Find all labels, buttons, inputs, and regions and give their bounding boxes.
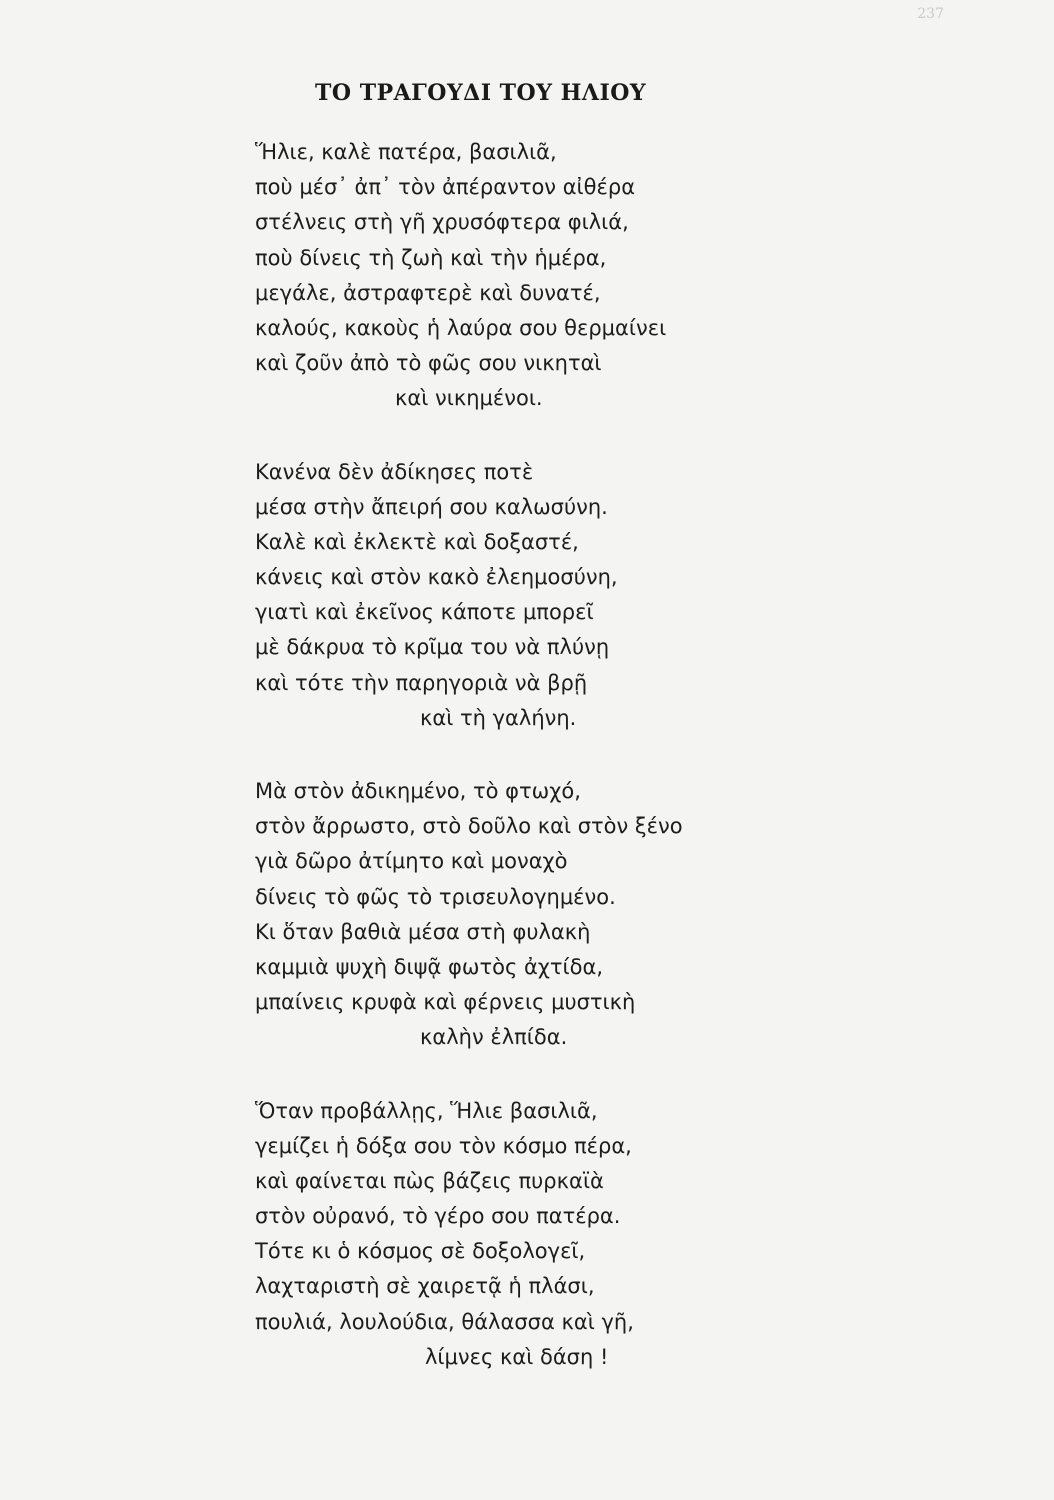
poem-line: γιὰ δῶρο ἀτίμητο καὶ μοναχὸ — [255, 849, 568, 874]
poem-line: στὸν ἄρρωστο, στὸ δοῦλο καὶ στὸν ξένο — [255, 814, 683, 839]
poem-line: δίνεις τὸ φῶς τὸ τρισευλογημένο. — [255, 884, 616, 909]
poem-line: μεγάλε, ἀστραφτερὲ καὶ δυνατέ, — [255, 280, 601, 305]
poem-line: Μὰ στὸν ἀδικημένο, τὸ φτωχό, — [255, 779, 581, 803]
stanza-1 — [255, 135, 775, 417]
poem-line: Τότε κι ὁ κόσμος σὲ δοξολογεῖ, — [255, 1239, 586, 1264]
stanza-4 — [255, 1094, 775, 1376]
poem-line-refrain: καὶ νικημένοι. — [395, 386, 543, 411]
poem-line-refrain: λίμνες καὶ δάση ! — [425, 1344, 609, 1369]
poem-line: στὸν οὐρανό, τὸ γέρο σου πατέρα. — [255, 1204, 621, 1229]
poem-line: Κανένα δὲν ἀδίκησες ποτὲ — [255, 459, 534, 484]
poem-line-refrain: καὶ τὴ γαλήνη. — [420, 705, 577, 730]
poem-line: ποὺ δίνεις τὴ ζωὴ καὶ τὴν ἡμέρα, — [255, 245, 607, 270]
poem-line: Καλὲ καὶ ἐκλεκτὲ καὶ δοξαστέ, — [255, 529, 579, 554]
stanza-2 — [255, 455, 775, 737]
poem-line: Ἥλιε, καλὲ πατέρα, βασιλιᾶ, — [255, 140, 557, 164]
poem-body — [255, 135, 775, 1413]
poem-line: ποὺ μέσ᾿ ἀπ᾿ τὸν ἀπέραντον αἰθέρα — [255, 175, 636, 200]
poem-line: μὲ δάκρυα τὸ κρῖμα του νὰ πλύνῃ — [255, 635, 610, 660]
poem-line: γεμίζει ἡ δόξα σου τὸν κόσμο πέρα, — [255, 1133, 632, 1158]
poem-line: Ὅταν προβάλλῃς, Ἥλιε βασιλιᾶ, — [255, 1098, 598, 1123]
poem-line: πουλιά, λουλούδια, θάλασσα καὶ γῆ, — [255, 1309, 634, 1334]
poem-line: καμμιὰ ψυχὴ διψᾷ φωτὸς ἀχτίδα, — [255, 954, 604, 979]
poem-line: μέσα στὴν ἄπειρή σου καλωσύνη. — [255, 494, 608, 519]
page-number: 237 — [917, 6, 944, 22]
poem-line: Κι ὅταν βαθιὰ μέσα στὴ φυλακὴ — [255, 919, 591, 944]
poem-line: μπαίνεις κρυφὰ καὶ φέρνεις μυστικὴ — [255, 990, 636, 1015]
stanza-3 — [255, 774, 775, 1056]
poem-line: καὶ τότε τὴν παρηγοριὰ νὰ βρῇ — [255, 670, 588, 695]
poem-title: ΤΟ ΤΡΑΓΟΥΔΙ ΤΟΥ ΗΛΙΟΥ — [315, 80, 647, 106]
poem-line: στέλνεις στὴ γῆ χρυσόφτερα φιλιά, — [255, 210, 629, 235]
poem-line: καλούς, κακοὺς ἡ λαύρα σου θερμαίνει — [255, 315, 667, 340]
poem-line: κάνεις καὶ στὸν κακὸ ἐλεημοσύνη, — [255, 565, 618, 590]
poem-line-refrain: καλὴν ἐλπίδα. — [420, 1025, 568, 1050]
poem-line: γιατὶ καὶ ἐκεῖνος κάποτε μπορεῖ — [255, 600, 594, 625]
poem-line: καὶ ζοῦν ἀπὸ τὸ φῶς σου νικηταὶ — [255, 351, 602, 376]
poem-line: λαχταριστὴ σὲ χαιρετᾷ ἡ πλάσι, — [255, 1274, 595, 1299]
poem-line: καὶ φαίνεται πὼς βάζεις πυρκαϊὰ — [255, 1168, 604, 1193]
